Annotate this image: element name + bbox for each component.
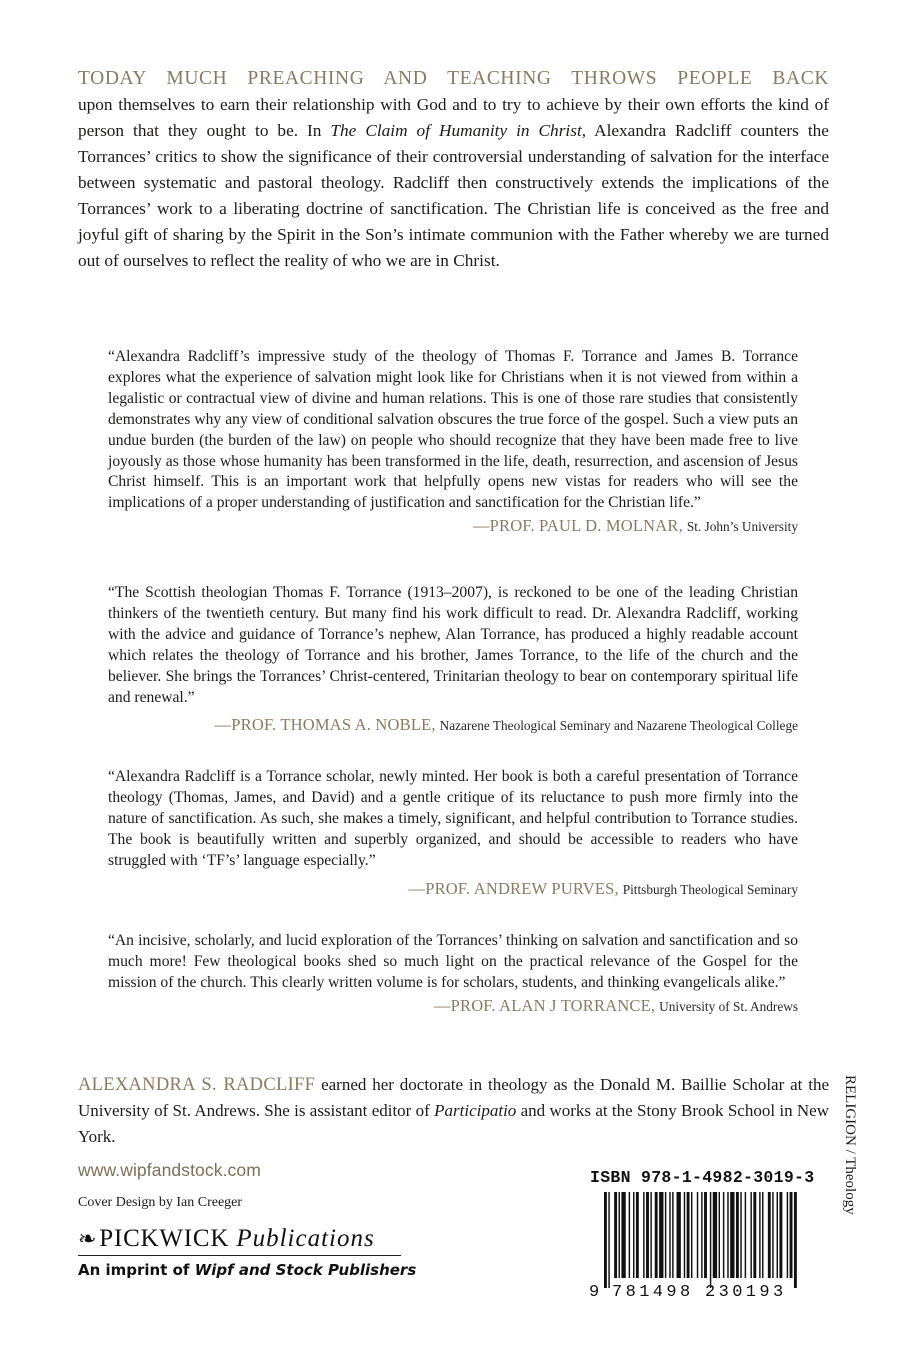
publisher-website[interactable]: www.wipfandstock.com <box>78 1160 261 1180</box>
barcode-bar <box>650 1192 651 1278</box>
barcode-bar <box>790 1192 793 1278</box>
barcode-bar <box>772 1192 773 1278</box>
endorsement-attribution <box>108 516 798 536</box>
barcode-bar <box>687 1192 690 1278</box>
book-category: RELIGION / Theology <box>842 1075 858 1215</box>
imprint-name: Wipf and Stock Publishers <box>194 1261 417 1279</box>
endorser-name: —PROF. ALAN J TORRANCE, <box>433 995 656 1015</box>
book-title: The Claim of Humanity in Christ <box>330 121 582 140</box>
barcode-first-digit: 9 <box>589 1283 600 1302</box>
barcode-bar <box>713 1192 717 1278</box>
bio-text-2: and works at the Stony Brook School in New York. <box>78 1101 830 1146</box>
barcode-bar <box>701 1192 702 1278</box>
endorsement-text: “An incisive, scholarly, and lucid exploration of the Torrances’ thinking on salvation and sanctification and so much more! Few theological books shed so much light on the practical relevance of the Gospel for the mission of the church. This clearly written volume is for scholars, students, and thinking evangelicals alike.” <box>108 932 798 991</box>
journal-title: Participatio <box>434 1101 517 1120</box>
imprint-prefix: An imprint of <box>78 1261 195 1279</box>
endorsement-text: “The Scottish theologian Thomas F. Torrance (1913–2007), is reckoned to be one of the leading Christian thinkers of the twentieth century. But many find his work difficult to read. Dr. Alexandra Radcliff, working with the advice and guidance of Torrance’s nephew, Alan Torrance, has produced a highly readable account which relates the theology of Torrance and his brother, James Torrance, to the life of the church and the believer. She brings the Torrances’ Christ-centered, Trinitarian theology to bear on contemporary spiritual life and renewal.” <box>108 584 798 706</box>
description-lead: TODAY MUCH PREACHING AND TEACHING THROWS PEOPLE BACK <box>78 68 829 89</box>
endorsement-text: “Alexandra Radcliff’s impressive study of the theology of Thomas F. Torrance and James B. Torrance explores what the experience of salvation might look like for Christians when it is not viewed from within a legalistic or contractual view of divine and human relations. This is one of those rare studies that consistently demonstrates why any view of conditional salvation obscures the true force of the gospel. Such a view puts an undue burden (the burden of the law) on people who should recognize that they have been made free to live joyously as those whose humanity has been transformed in the life, death, resurrection, and ascension of Jesus Christ himself. This is an important work that helpfully opens new vistas for readers who will see the implications of a proper understanding of justification and sanctification for the Christian life.” <box>108 348 798 512</box>
barcode-bar <box>745 1192 746 1278</box>
endorsement-noble <box>108 583 798 735</box>
publisher-suffix: Publications <box>236 1225 375 1252</box>
publisher-logo <box>78 1225 408 1253</box>
barcode-bars <box>604 1192 797 1288</box>
endorsement-attribution <box>108 715 798 735</box>
barcode-group-1: 781498 <box>612 1283 694 1302</box>
barcode-bar <box>768 1192 771 1278</box>
barcode-bar <box>740 1192 741 1278</box>
endorsement-text: “Alexandra Radcliff is a Torrance scholar, newly minted. Her book is both a careful presentation of Torrance theology (Thomas, James, and David) and a gentle critique of its reluctance to push more firmly into the nature of sanctification. As such, she makes a timely, significant, and helpful contribution to Torrance studies. The book is beautifully written and superbly organized, and should be accessible to readers who have struggled with ‘TF’s’ language especially.” <box>108 768 798 869</box>
endorser-name: —PROF. THOMAS A. NOBLE, <box>214 715 436 735</box>
endorser-name: —PROF. ANDREW PURVES, <box>408 878 619 898</box>
barcode-bar <box>777 1192 778 1278</box>
barcode-bar <box>608 1192 609 1288</box>
barcode-bar <box>672 1192 673 1278</box>
barcode-bar <box>710 1192 711 1288</box>
barcode-bar <box>736 1192 739 1278</box>
endorser-institution: University of St. Andrews <box>659 998 798 1014</box>
barcode-bar <box>762 1192 763 1278</box>
barcode-bar <box>691 1192 692 1278</box>
barcode-bar <box>643 1192 644 1278</box>
barcode-bar <box>787 1192 788 1278</box>
barcode-bar <box>794 1192 797 1288</box>
barcode-bar <box>759 1192 760 1278</box>
publisher-name: PICKWICK <box>99 1225 230 1252</box>
pickwick-logo-icon: ❧ <box>78 1226 98 1251</box>
endorser-institution: Nazarene Theological Seminary and Nazarene Theological College <box>439 718 798 734</box>
imprint-line <box>78 1261 416 1279</box>
barcode-group-2: 230193 <box>705 1283 787 1302</box>
barcode-bar <box>646 1192 649 1278</box>
barcode-bar <box>636 1192 639 1278</box>
barcode-bar <box>779 1192 782 1278</box>
endorsement-torrance <box>108 931 798 1016</box>
barcode-bar <box>684 1192 685 1278</box>
barcode-bar <box>750 1192 751 1278</box>
endorser-institution: Pittsburgh Theological Seminary <box>622 881 798 897</box>
barcode-bar <box>604 1192 607 1288</box>
isbn-number: ISBN 978-1-4982-3019-3 <box>590 1168 815 1187</box>
publisher-divider <box>78 1255 401 1256</box>
author-name: ALEXANDRA S. RADCLIFF <box>78 1075 316 1095</box>
barcode-bar <box>677 1192 681 1278</box>
barcode-bar <box>621 1192 625 1278</box>
barcode-bar <box>719 1192 720 1278</box>
author-bio <box>78 1072 829 1150</box>
description-text-2: , Alexandra Radcliff counters the Torrances’ critics to show the significance of their controversial understanding of salvation for the interface between systematic and pastoral theology. Radcliff then constructively extends the implications of the Torrances’ work to a liberating doctrine of sanctification. The Christian life is conceived as the free and joyful gift of sharing by the Spirit in the Son’s intimate communion with the Father whereby we are turned out of ourselves to reflect the reality of who we are in Christ. <box>78 121 829 270</box>
barcode-bar <box>633 1192 634 1278</box>
endorser-name: —PROF. PAUL D. MOLNAR, <box>472 516 683 536</box>
cover-design-credit: Cover Design by Ian Creeger <box>78 1195 243 1210</box>
barcode-bar <box>619 1192 620 1278</box>
endorser-institution: St. John’s University <box>686 519 798 535</box>
barcode-bar <box>629 1192 630 1278</box>
endorsement-purves <box>108 767 798 899</box>
barcode-bar <box>655 1192 658 1278</box>
barcode-bar <box>669 1192 670 1278</box>
barcode-bar <box>753 1192 756 1278</box>
endorsement-attribution <box>108 996 798 1016</box>
endorsement-molnar <box>108 347 798 536</box>
description-text-1: upon themselves to earn their relationship with God and to try to achieve by their own efforts the kind of person that they ought to be. In <box>78 95 829 140</box>
barcode-bar <box>730 1192 734 1278</box>
barcode-icon <box>588 1190 803 1302</box>
barcode-bar <box>723 1192 724 1278</box>
barcode-bar <box>697 1192 698 1278</box>
barcode-bar <box>665 1192 666 1278</box>
book-description <box>78 66 829 274</box>
barcode-bar <box>614 1192 617 1278</box>
barcode-bar <box>704 1192 707 1278</box>
bio-text-1: earned her doctorate in theology as the Donald M. Baillie Scholar at the University of St. Andrews. She is assistant editor of <box>78 1075 830 1120</box>
endorsement-attribution <box>108 879 798 899</box>
barcode-bar <box>727 1192 728 1278</box>
barcode-bar <box>659 1192 663 1278</box>
